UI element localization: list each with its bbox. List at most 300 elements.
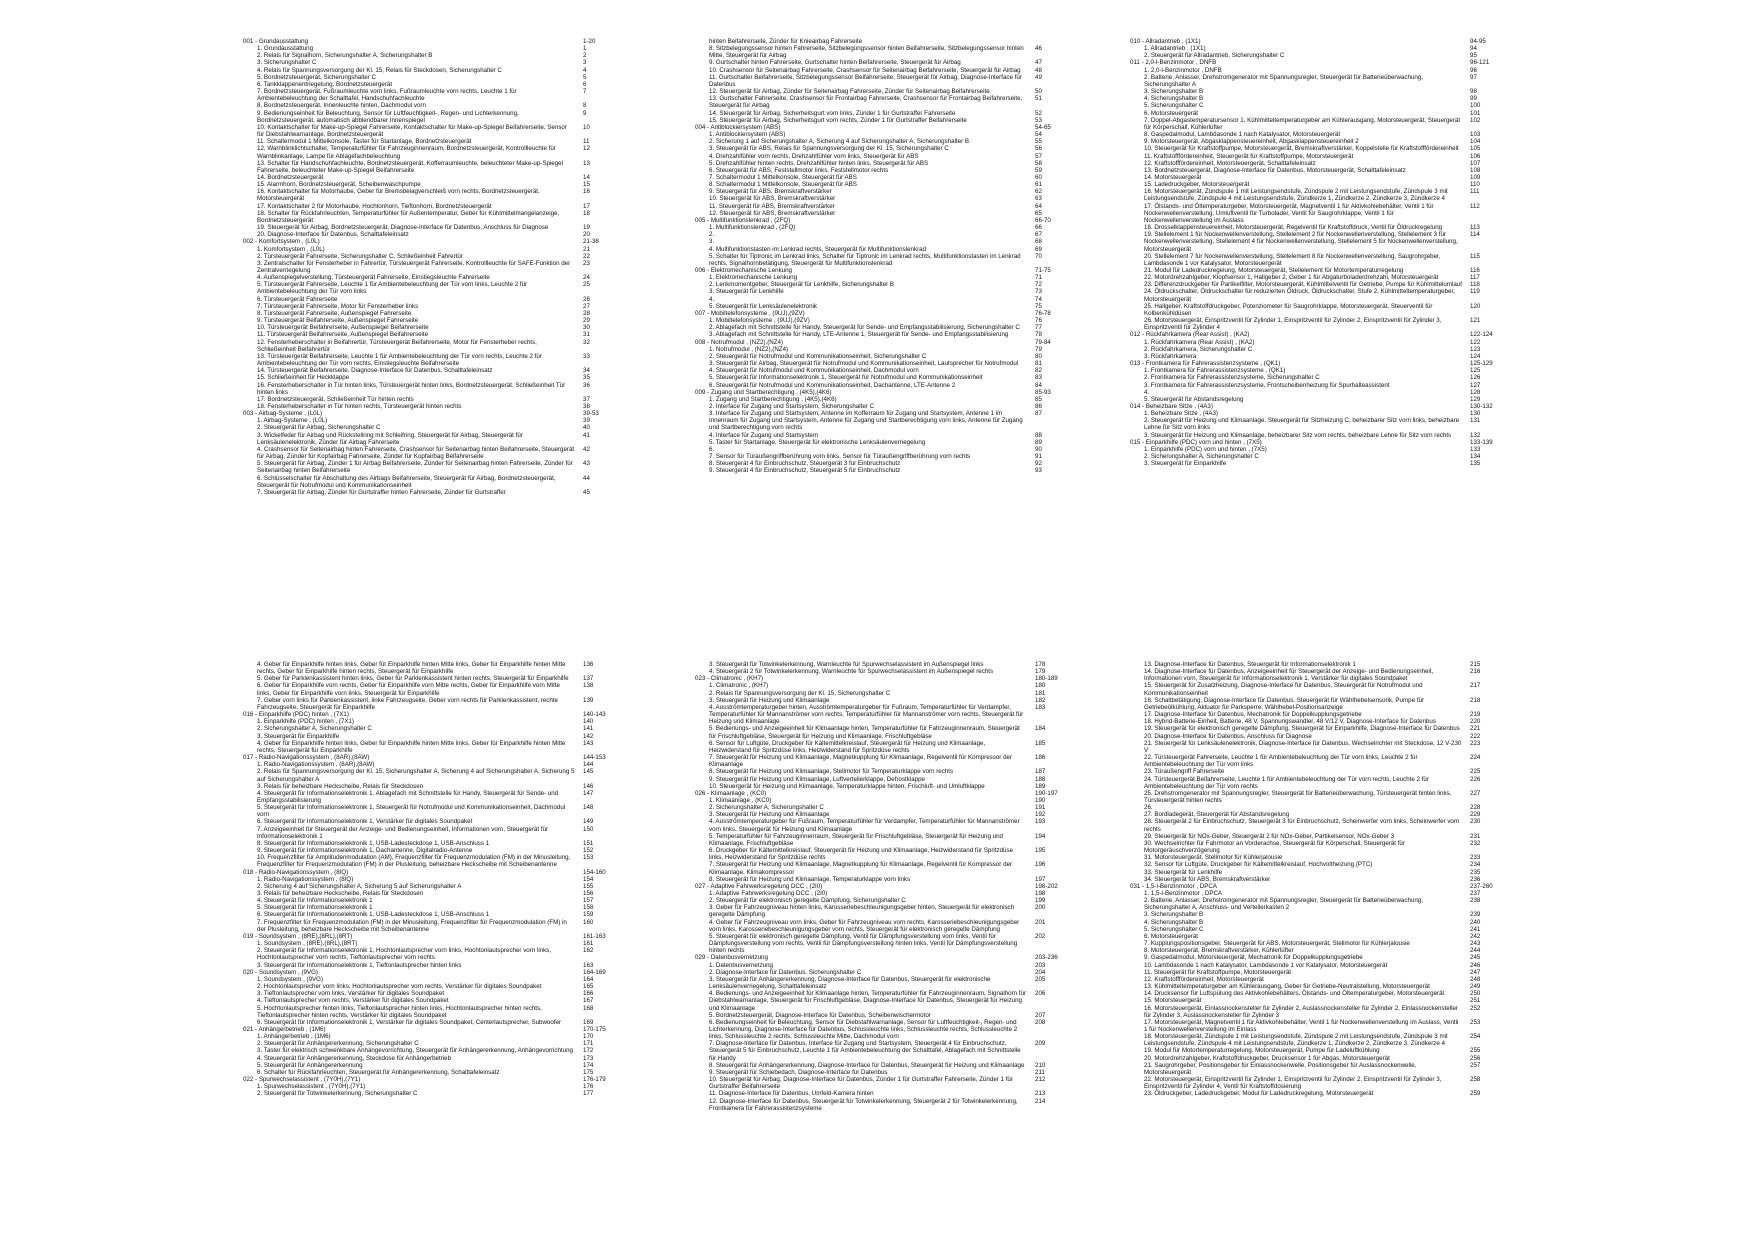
entry-title: 004 - Antiblockiersystem (ABS) [695,123,781,131]
entry-title: 1. Elektromechanische Lenkung [709,274,798,282]
entry-page: 83 [1035,374,1042,382]
entry-page: 54 [1035,131,1042,139]
entry-title: 13. Kühlmitteltemperaturgeber am Kühlerausgang, Geber für Getriebe-Neutralstellung, Motorsteuergerät [1144,983,1430,991]
entry-title: 4. Geber für Einparkhilfe hinten links, Geber für Einparkhilfe hinten Mitte links, Geber für Einparkhilfe hinten Mitte rechts, Steuergerät für Einparkhilfe [257,739,566,754]
entry-page: 49 [1035,73,1042,81]
entry-page: 81 [1035,360,1042,368]
index-entry [243,911,623,918]
index-entry [1130,1047,1510,1054]
entry-title: 21. Modul für Ladedruckregelung, Motorsteuergerät, Stellelement für Motortemperaturregelung [1144,267,1404,274]
entry-title: 6. Druckgeber für Kältemittelkreislauf, Steuergerät für Heizung und Klimaanlage, Heizwiderstand für Spritzdüse links, Heizwiderstand für Spritzdüse rechts [709,847,1014,862]
index-entry [695,1069,1075,1076]
entry-page: 192 [1035,811,1046,819]
index-entry [1130,983,1510,990]
entry-title: 18. Schalter für Rückfahrleuchten, Temperaturfühler für Außentemperatur, Geber für Kühlmittelmangelanzeige, Bordnetzsteuergerät [257,209,560,224]
entry-page: 196 [1035,861,1046,869]
entry-title: 4. Tieftonlautsprecher vorn rechts, Verstärker für digitales Soundpaket [257,997,449,1005]
index-entry [1130,95,1510,102]
index-entry [243,1083,623,1090]
index-entry [695,153,1075,160]
entry-page: 111 [1470,188,1480,196]
index-entry [695,467,1075,474]
entry-title: 11. Gurtschalter Beifahrerseite, Sitzbelegungssensor Beifahrerseite, Steuergerät für Airbag, Diagnose-Interface für Datenbus [709,73,1022,88]
entry-title: 1. Radio-Navigationssystem , (8IQ) [257,875,354,883]
entry-title: 2. Batterie, Anlasser, Drehstromgenerator mit Spannungsregler, Steuergerät für Batterieüberwachung, Sicherungshalter A, Anschluss- und Verteilerkasten 2 [1144,897,1423,912]
index-entry [695,396,1075,403]
index-entry [1130,976,1510,983]
entry-page: 162 [583,947,594,955]
entry-page: 133-139 [1470,438,1493,446]
entry-title: 14. Diagnose-Interface für Datenbus, Anzeigeeinheit für Steuergerät der Anzeige- und Bedienungseinheit, Informationen vorn, Steuergerät für Informationselektronik 1, Verstärker für digitales Soundpaket [1144,668,1434,683]
entry-page: 232 [1470,839,1481,847]
index-entry [1130,768,1510,775]
index-entry [695,38,1075,45]
entry-page: 218 [1470,696,1481,704]
index-entry [243,102,623,109]
entry-page: 248 [1470,975,1481,983]
index-entry [243,67,623,74]
entry-title: 29. Steuergerät für NOx-Geber, Steuergerät 2 für NOx-Geber, Partikelsensor, NOx-Geber 3 [1144,832,1395,840]
entry-page: 3 [583,59,587,67]
entry-title: 27. Bordladegerät, Steuergerät für Abstandsregelung [1144,811,1290,819]
entry-title: 4. Steuergerät für Informationselektronik 1, Ablagefach mit Schnittstelle für Handy, Steuergerät für Sende- und Empfangsstabilisierung [257,789,559,804]
entry-title: 017 - Radio-Navigationssystem , (8AR),(8AW) [243,754,370,762]
entry-title: 2. Relais für Signalhorn, Sicherungshalter A, Sicherungshalter B [257,52,433,60]
entry-title: 7. Sensor für Türaußengriffberührung vorn links, Sensor für Türaußengriffberührung vorn rechts [709,453,971,461]
entry-page: 126 [1470,374,1481,382]
entry-title: 4. Sicherungshalter B [1144,918,1204,926]
entry-page: 14 [583,173,590,181]
entry-page: 250 [1470,990,1481,998]
entry-title: 3. Relais für beheizbare Heckscheibe, Relais für Steckdosen [257,890,424,897]
index-entry [695,768,1075,775]
entry-page: 144-153 [583,754,606,762]
entry-page: 160 [583,918,594,926]
entry-title: 3. Rückfahrkamera [1144,352,1197,360]
entry-title: 1. Komfortsystem , (L0L) [257,245,325,253]
index-entry [695,1040,1075,1061]
entry-title: 020 - Soundsystem , (9VG) [243,968,318,976]
entry-title: 6. Schalter für Rückfahrleuchten, Steuergerät für Anhängererkennung, Schalttafeleinsatz [257,1068,500,1076]
index-entry [243,45,623,52]
entry-title: 4. Ausströmtemperaturgeber für Fußraum, Temperaturfühler für Verdampfer, Temperaturfühler für Mannanströmer vorn links, Steuergerät für Heizung und Klimaanlage [709,818,1020,833]
entry-page: 190-197 [1035,789,1058,797]
index-entry [1130,67,1510,74]
entry-title: 2. Interface für Zugang und Startsystem, Sicherungshalter C [709,402,875,410]
entry-title: 12. Kraftstofffördereinheit, Motorsteuergerät [1144,975,1264,983]
entry-page: 82 [1035,367,1042,375]
entry-page: 59 [1035,166,1042,174]
entry-title: 5. Bordnetzsteuergerät, Diagnose-Interface für Datenbus, Scheibenwischermotor [709,1011,931,1019]
index-entry [1130,88,1510,95]
entry-page: 16 [583,188,590,196]
index-entry [243,253,623,260]
entry-page: 168 [583,1004,594,1012]
index-entry [695,1019,1075,1040]
index-entry [695,195,1075,202]
entry-title: 1. Climatronic , (KH7) [709,682,769,690]
entry-title: 1. Airbag-Systeme , (L0L) [257,417,328,425]
index-entry [1130,303,1510,317]
section-heading [1130,38,1510,45]
entry-title: 005 - Multifunktionslenkrad , (2FQ) [695,216,791,224]
entry-title: 4. Geber für Einparkhilfe hinten links, Geber für Einparkhilfe hinten Mitte links, Geber für Einparkhilfe hinten Mitte rechts, Geber für Einparkhilfe hinten rechts, Steuergerät für Einparkhilfe [257,661,566,676]
entry-page: 255 [1470,1047,1481,1055]
index-entry [695,317,1075,324]
entry-page: 206 [1035,990,1046,998]
entry-page: 107 [1470,159,1481,167]
entry-title: 2. Frontkamera für Fahrerassistenzsysteme, Sicherungshalter C [1144,374,1320,382]
entry-title: 1. Allradantrieb , (1X1) [1144,45,1206,53]
entry-page: 202 [1035,932,1046,940]
index-entry [1130,997,1510,1004]
section-heading [243,1076,623,1083]
index-entry [1130,339,1510,346]
entry-page: 12 [583,145,590,153]
entry-page: 65 [1035,209,1042,217]
index-entry [243,367,623,374]
entry-page: 138 [583,682,594,690]
index-entry [243,990,623,997]
entry-title: 4. Steuergerät für Notrufmodul und Kommunikationseinheit, Dachmodul vorn [709,367,919,375]
entry-title: 22. Türsteuergerät Fahrerseite, Leuchte 1 für Ambientebeleuchtung der Tür vorn links, Leuchte 2 für Ambientebeleuchtung der Tür vorn links [1144,754,1418,769]
entry-title: 1. Einparkhilfe (PDC) hinten , (7X1) [257,718,354,726]
index-entry [1130,697,1510,711]
index-entry [243,74,623,81]
entry-page: 147 [583,789,594,797]
entry-title: 1. Datenbusvernetzung [709,961,773,969]
entry-page: 61 [1035,181,1042,189]
index-entry [1130,432,1510,439]
index-entry [695,661,1075,668]
entry-page: 125-129 [1470,360,1493,368]
entry-title: 8. Steuergerät für Informationselektronik 1, USB-Ladesteckdose 1, USB-Anschluss 1 [257,839,490,847]
entry-title: 5. Drehzahlfühler hinten rechts, Drehzahlfühler hinten links, Steuergerät für ABS [709,159,929,167]
entry-title: 20. Diagnose-Interface für Datenbus, Schalttafeleinsatz [257,231,409,239]
entry-title: 5. Hochtonlautsprecher hinten links, Tieftonlautsprecher hinten links, Hochtonlautsprecher hinten rechts, Tieftonlautsprecher hinten rechts, Verstärker für digitales Soundpaket [257,1004,542,1019]
index-entry [243,160,623,174]
entry-page: 135 [1470,460,1481,468]
entry-page: 235 [1470,868,1481,876]
index-entry [695,253,1075,267]
index-entry [1130,890,1510,897]
entry-title: 13. Gurtschalter Fahrerseite, Crashsensor für Frontairbag Fahrerseite, Crashsensor für Frontairbag Beifahrerseite, Steuergerät für Airbag [709,95,1023,110]
section-heading [243,1026,623,1033]
entry-page: 161-163 [583,932,606,940]
entry-title: 12. Warnblinklichtschalter, Temperaturfühler für Fahrzeuginnenraum, Bordnetzsteuergerät, Kontrollleuchte für Warnblinkanlage, Lampe für Ablagefachbeleuchtung [257,145,556,160]
index-entry [243,976,623,983]
entry-page: 76 [1035,317,1042,325]
entry-page: 122-124 [1470,331,1493,339]
entry-title: 1. Einparkhilfe (PDC) vorn und hinten , (7X5) [1144,445,1267,453]
index-entry [243,675,623,682]
index-entry [243,310,623,317]
entry-page: 85-93 [1035,388,1051,396]
index-entry [695,783,1075,790]
entry-page: 62 [1035,188,1042,196]
entry-page: 254 [1470,1033,1481,1041]
index-entry [1130,382,1510,389]
entry-page: 259 [1470,1090,1481,1098]
index-entry [695,833,1075,847]
entry-page: 249 [1470,983,1481,991]
entry-page: 132 [1470,431,1481,439]
entry-page: 106 [1470,152,1481,160]
index-entry [1130,203,1510,224]
entry-page: 175 [583,1068,594,1076]
entry-page: 30 [583,324,590,332]
entry-page: 58 [1035,159,1042,167]
entry-page: 204 [1035,968,1046,976]
entry-page: 177 [583,1090,594,1098]
entry-title: 33. Steuergerät für Lenkhilfe [1144,868,1223,876]
entry-title: 3. Steuergerät für Einparkhilfe [257,732,340,740]
entry-page: 32 [583,338,590,346]
entry-page: 75 [1035,302,1042,310]
entry-page: 43 [583,460,590,468]
entry-page: 251 [1470,997,1481,1005]
index-entry [1130,1033,1510,1047]
index-entry [695,933,1075,954]
entry-title: 012 - Rückfahrkamera (Rear Assist) , (KA2) [1130,331,1250,339]
entry-page: 242 [1470,932,1481,940]
index-entry [243,382,623,396]
entry-page: 236 [1470,875,1481,883]
index-entry [695,439,1075,446]
entry-page: 150 [583,825,594,833]
entry-title: 1. Frontkamera für Fahrerassistenzsysteme , (QK1) [1144,367,1286,375]
entry-page: 46 [1035,45,1042,53]
index-entry [1130,453,1510,460]
entry-title: 34. Steuergerät für ABS, Bremskraftverstärker [1144,875,1271,883]
entry-title: 1. Notrufmodul , (NZ2),(NZ4) [709,345,789,353]
section-heading [243,969,623,976]
entry-page: 124 [1470,352,1481,360]
entry-page: 22 [583,252,590,260]
entry-page: 247 [1470,968,1481,976]
entry-title: 20. Stellelement 7 für Nockenwellenverstellung, Stellelement 8 für Nockenwellenverstellung, Saugrohrgeber, Lambdasonde 1 vor Katalysator, Motorsteuergerät [1144,252,1441,267]
entry-title: 4. Sicherungshalter B [1144,95,1204,103]
entry-page: 167 [583,997,594,1005]
entry-page: 237-260 [1470,882,1493,890]
index-entry [243,1019,623,1026]
entry-page: 31 [583,331,590,339]
entry-page: 26 [583,295,590,303]
index-entry [695,1062,1075,1069]
entry-page: 94 [1470,45,1477,53]
entry-title: 3. Steuergerät für Anhängererkennung, Diagnose-Interface für Datenbus, Steuergerät für elektronische Lenksäulenverriegelung, Schalttafeleinsatz [709,975,991,991]
index-entry [243,983,623,990]
entry-title: 9. Steuergerät für Heizung und Klimaanlage, Luftverteilerklappe, Defrostklappe [709,775,926,783]
entry-title: 10. Frequenzfilter für Amplitudenmodulation (AM), Frequenzfilter für Frequenzmodulation (FM) in der Minusleitung, Frequenzfilter für Frequenzmodulation (FM) in der Plusleitung, beheizbare Heckscheibe mit Scheibenantenne [257,854,571,869]
entry-page: 233 [1470,854,1481,862]
index-entry [1130,668,1510,682]
index-entry [695,382,1075,389]
index-entry [243,260,623,274]
entry-title: 9. Steuergerät für Schiebedach, Diagnose-Interface für Datenbus [709,1068,888,1076]
entry-title: 2. Diagnose-Interface für Datenbus, Sicherungshalter C [709,968,862,976]
index-entry [1130,389,1510,396]
entry-title: 9. Steuergerät für ABS, Bremskraftverstärker [709,188,832,196]
entry-page: 74 [1035,295,1042,303]
index-entry [1130,725,1510,732]
entry-page: 85 [1035,395,1042,403]
entry-page: 191 [1035,804,1046,812]
entry-title: 4. Interface für Zugang und Startsystem [709,431,819,439]
entry-title: 8. Türsteuergerät Fahrerseite, Außenspiegel Fahrerseite [257,309,412,317]
entry-page: 25 [583,281,590,289]
entry-page: 34 [583,367,590,375]
entry-title: 1. Multifunktionslenkrad , (2FQ) [709,224,796,232]
entry-page: 60 [1035,173,1042,181]
entry-page: 92 [1035,460,1042,468]
index-entry [1130,45,1510,52]
entry-page: 76-78 [1035,309,1051,317]
entry-page: 57 [1035,152,1042,160]
entry-page: 99 [1470,95,1477,103]
entry-title: 2. Lenkmomentgeber, Steuergerät für Lenkhilfe, Sicherungshalter B [709,281,895,289]
entry-title: 4. Bedienungs- und Anzeigeeinheit für Klimaanlage hinten, Temperaturfühler für Fahrzeuginnenraum, Signalhorn für Diebstahlwarnanlage, Steuergerät für Frischluftgebläse, Diagnose-Interface für Datenbus, Steuergerät für Heizung und Klimaanlage [709,990,1027,1012]
section-heading [695,217,1075,224]
entry-page: 112 [1470,202,1480,210]
index-entry [695,403,1075,410]
entry-page: 216 [1470,668,1481,676]
entry-title: 16. Kontaktschalter für Motorhaube, Geber für Bremsbelagverschleiß vorn rechts, Bordnetzsteuergerät, Motorsteuergerät [257,188,540,203]
index-column-4 [243,661,623,1098]
entry-page: 36 [583,381,590,389]
entry-page: 39 [583,417,590,425]
entry-title: 19. Steuergerät für elektronisch geregelte Dämpfung, Steuergerät für Einparkhilfe, Diagnose-Interface für Datenbus [1144,725,1460,733]
entry-title: 2. Steuergerät für Airbag, Sicherungshalter C [257,424,381,432]
entry-page: 18 [583,209,590,217]
section-heading [243,933,623,940]
entry-title: 1. Anhängerbetrieb , (1M6) [257,1033,331,1041]
index-entry [1130,138,1510,145]
entry-title: 5. Steuergerät für Anhängererkennung [257,1061,363,1069]
entry-page: 198 [1035,890,1046,897]
entry-title: 3. Taster für elektrisch schwenkbare Anhängevorrichtung, Steuergerät für Anhängererkennung, Anhängevorrichtung [257,1047,573,1055]
entry-page: 45 [583,488,590,496]
entry-title: 14. Steuergerät für Airbag, Sicherheitsgurt vorn links, Zünder 1 für Gurtstraffer Fahrerseite [709,109,956,117]
index-entry [695,181,1075,188]
entry-title: 19. Steuergerät für Airbag, Bordnetzsteuergerät, Diagnose-Interface für Datenbus, Anschluss für Diagnose [257,224,549,232]
entry-page: 140-143 [583,711,606,719]
entry-page: 23 [583,259,590,267]
index-entry [1130,374,1510,381]
entry-title: 2. Steuergerät für Anhängererkennung, Sicherungshalter C [257,1040,419,1048]
entry-page: 13 [583,159,590,167]
entry-title: 5. Steuergerät für Abstandsregelung [1144,395,1244,403]
index-entry [243,740,623,754]
index-entry [243,424,623,431]
index-entry [243,876,623,883]
index-entry [695,890,1075,897]
entry-page: 134 [1470,453,1481,461]
index-entry [695,274,1075,281]
index-entry [695,74,1075,88]
entry-page: 152 [583,847,594,855]
index-entry [1130,181,1510,188]
entry-page: 119 [1470,288,1480,296]
section-heading [1130,331,1510,338]
entry-title: 6. Steuergerät für Notrufmodul und Kommunikationseinheit, Dachantenne, LTE-Antenne 2 [709,381,956,389]
entry-title: 20. Motordrehzahlgeber, Kraftstoffdruckgeber, Drucksensor 1 für Abgas, Motorsteuergerät [1144,1054,1390,1062]
index-entry [243,403,623,410]
index-entry [243,1069,623,1076]
entry-page: 73 [1035,288,1042,296]
entry-page: 203 [1035,961,1046,969]
section-heading [1130,439,1510,446]
index-entry [243,904,623,911]
entry-page: 238 [1470,897,1481,905]
entry-page: 96 [1470,66,1477,74]
entry-page: 4 [583,66,587,74]
index-entry [695,367,1075,374]
entry-page: 181 [1035,689,1046,697]
entry-title: 17. Ölstands- und Öltemperaturgeber, Motorsteuergerät, Magnetventil 1 für Aktivkohlebehälter, Ventil 1 für Nockenwellenverstellung, Umluftventil für Turbolader, Ventil für Saugrohrklappe, Ventil 1 für Nockenwellenverstellung im Auslass [1144,202,1434,224]
section-heading [1130,883,1510,890]
entry-title: 011 - 2,0-l-Benzinmotor , DNFB [1130,59,1217,67]
entry-page: 115 [1470,252,1480,260]
index-column-1 [243,38,623,496]
entry-page: 1-20 [583,38,596,45]
entry-title: 2. Rückfahrkamera, Sicherungshalter C [1144,345,1253,353]
section-heading [695,267,1075,274]
entry-title: 6. Motorsteuergerät [1144,109,1198,117]
entry-title: 009 - Zugang und Startberechtigung , (4K5),(4K6) [695,388,832,396]
entry-page: 210 [1035,1061,1046,1069]
entry-title: 1. Spurwechselassistent , (7Y0H),(7Y1) [257,1083,366,1091]
entry-title: 11. Diagnose-Interface für Datenbus, Umfeld-Kamera hinten [709,1090,874,1098]
entry-page: 86 [1035,402,1042,410]
entry-title: 019 - Soundsystem , (8RE),(8RL),(8RT) [243,932,353,940]
entry-title: 4. Geber für Fahrzeugniveau vorn links, Geber für Fahrzeugniveau vorn rechts, Karosseriebeschleunigungsgeber vorn links, Karosseriebeschleunigungsgeber vorn rechts, Steuergerät für elektronisch geregelte Dämpfung [709,918,1020,933]
entry-title: 3. Relais für beheizbare Heckscheibe, Relais für Steckdosen [257,782,424,790]
entry-page: 103 [1470,131,1481,139]
index-entry [695,740,1075,754]
entry-page: 164-169 [583,968,606,976]
entry-page: 54-65 [1035,123,1051,131]
entry-title: 1. Soundsystem , (8RE),(8RL),(8RT) [257,940,358,948]
index-entry [243,432,623,446]
entry-page: 157 [583,897,594,905]
entry-title: 5. Taster für Startanlage, Steuergerät für elektronische Lenksäulenverriegelung [709,438,926,446]
index-entry [1130,1062,1510,1076]
entry-title: 4. [709,295,715,303]
index-entry [695,811,1075,818]
entry-title: 3. Steuergerät für Lenkhilfe [709,288,784,296]
entry-page: 15 [583,181,590,189]
entry-title: 1. Beheizbare Sitze , (4A3) [1144,410,1218,418]
index-entry [243,110,623,124]
index-entry [1130,1005,1510,1019]
entry-title: 9. Bedienungseinheit für Beleuchtung, Sensor für Luftfeuchtigkeit-, Regen- und Lichterkennung, Bordnetzsteuergerät, automatisch abblendbarer Innenspiegel [257,109,519,124]
entry-page: 127 [1470,381,1481,389]
entry-title: 10. Steuergerät für Kraftstoffpumpe, Motorsteuergerät, Bremskraftverstärker, Koppelstelle für Kraftstofffördereinheit [1144,145,1459,153]
index-entry [1130,911,1510,918]
entry-title: 9. Gaspedalmodul, Motorsteuergerät, Mechatronik für Doppelkupplungsgetriebe [1144,954,1363,962]
entry-page: 201 [1035,918,1046,926]
entry-page: 50 [1035,88,1042,96]
index-entry [695,919,1075,933]
index-entry [695,776,1075,783]
entry-title: 1. Antiblockiersystem (ABS) [709,131,786,139]
entry-title: 8. Motorsteuergerät, Bremskraftverstärker, Kühlerlüfter [1144,947,1294,955]
entry-title: 16. Fensterheberschalter in Tür hinten links, Türsteuergerät hinten links, Bordnetzsteuergerät, Schließeinheit Tür hinten links [257,381,566,396]
index-entry [1130,52,1510,59]
entry-page: 105 [1470,145,1481,153]
index-entry [695,976,1075,990]
